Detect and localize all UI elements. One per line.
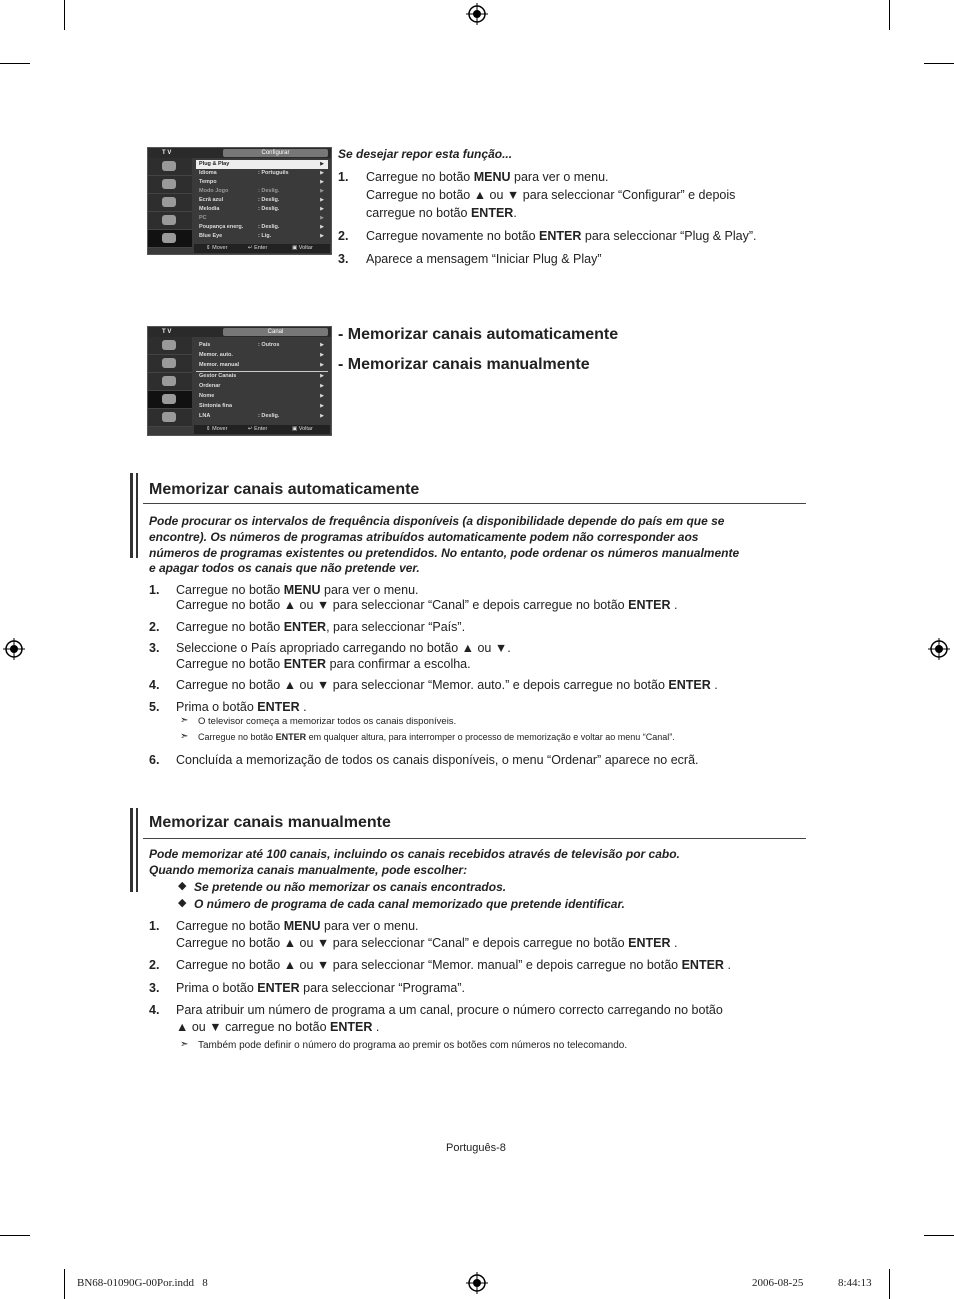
tv-menu-configurar — [147, 147, 332, 255]
auto-step-4: Carregue no botão ▲ ou ▼ para seleccionar “Memor. auto.” e depois carregue no botão ENTER . — [176, 678, 718, 692]
step-number: 3. — [338, 252, 349, 266]
step-number: 2. — [149, 958, 160, 972]
file-name: BN68-01090G-00Por.indd 8 — [77, 1277, 208, 1289]
manual-step-4b: ▲ ou ▼ carregue no botão ENTER . — [176, 1020, 380, 1034]
diamond-bullet-icon: ◆ — [178, 897, 187, 909]
reset-step-3: Aparece a mensagem “Iniciar Plug & Play” — [366, 252, 602, 266]
tv-menu-move: Mover — [212, 426, 228, 432]
auto-step-6: Concluída a memorização de todos os canais disponíveis, o menu “Ordenar” aparece no ecrã. — [176, 753, 699, 767]
print-date: 2006-08-25 — [752, 1277, 804, 1289]
registration-mark-icon — [466, 1272, 488, 1294]
auto-step-3a: Seleccione o País apropriado carregando no botão ▲ ou ▼. — [176, 641, 511, 655]
tv-menu-list — [196, 341, 328, 422]
crop-mark — [889, 0, 890, 30]
tv-menu-row: Memor. auto. ▶ — [199, 352, 324, 358]
tv-menu-row: Modo Jogo : Deslig. ▶ — [199, 188, 324, 194]
tv-menu-row: Melodia : Deslig. ▶ — [199, 206, 324, 212]
page-number: Português-8 — [446, 1142, 506, 1154]
step-number: 1. — [149, 919, 160, 933]
step-number: 5. — [149, 700, 160, 714]
section-rule — [143, 838, 806, 839]
section-bar — [136, 808, 138, 892]
step-number: 3. — [149, 981, 160, 995]
tv-menu-row: Tempo ▶ — [199, 179, 324, 185]
crop-mark — [924, 1235, 954, 1236]
tv-menu-canal — [147, 326, 332, 436]
tv-menu-header — [148, 148, 331, 158]
tv-menu-back: Voltar — [298, 245, 313, 251]
tv-menu-row: Sintonia fina ▶ — [199, 403, 324, 409]
tv-menu-back: Voltar — [298, 426, 313, 432]
tv-menu-move: Mover — [212, 245, 228, 251]
auto-step-2: Carregue no botão ENTER, para seleccionar “País”. — [176, 620, 466, 634]
manual-step-3: Prima o botão ENTER para seleccionar “Programa”. — [176, 981, 466, 995]
toc-item-auto: - Memorizar canais automaticamente — [338, 326, 619, 343]
toc-item-manual: - Memorizar canais manualmente — [338, 356, 590, 373]
section-rule — [143, 503, 806, 504]
note-arrow-icon: ➣ — [180, 731, 189, 742]
auto-step-1a: Carregue no botão MENU para ver o menu. — [176, 583, 419, 597]
section-title-auto: Memorizar canais automaticamente — [149, 481, 420, 498]
tv-menu-row: LNA : Deslig. ▶ — [199, 413, 324, 419]
tv-menu-title: Canal — [223, 328, 328, 336]
tv-menu-row: PC ▶ — [199, 215, 324, 221]
step-number: 6. — [149, 753, 160, 767]
tv-menu-row: Ecrã azul : Deslig. ▶ — [199, 197, 324, 203]
crop-mark — [64, 1269, 65, 1299]
auto-step-3b: Carregue no botão ENTER para confirmar a escolha. — [176, 657, 471, 671]
note-arrow-icon: ➣ — [180, 715, 189, 726]
tv-menu-row: Nome ▶ — [199, 393, 324, 399]
tv-menu-sidebar — [148, 337, 192, 427]
tv-menu-title: Configurar — [223, 149, 328, 157]
registration-mark-icon — [928, 638, 950, 660]
step-number: 4. — [149, 1003, 160, 1017]
auto-step-1b: Carregue no botão ▲ ou ▼ para seleccionar “Canal” e depois carregue no botão ENTER . — [176, 598, 678, 612]
crop-mark — [64, 0, 65, 30]
section-title-manual: Memorizar canais manualmente — [149, 814, 391, 831]
tv-menu-header — [148, 327, 331, 337]
antenna-icon — [148, 158, 192, 176]
step-number: 1. — [149, 583, 160, 597]
tv-menu-label: T V — [162, 150, 172, 156]
auto-step-5: Prima o botão ENTER . — [176, 700, 307, 714]
section-bar — [130, 473, 133, 558]
manual-step-2: Carregue no botão ▲ ou ▼ para seleccionar “Memor. manual” e depois carregue no botão ENTER . — [176, 958, 731, 972]
tv-menu-row: Plug & Play ▶ — [196, 160, 328, 169]
channel-icon — [148, 212, 192, 230]
step-number: 2. — [149, 620, 160, 634]
tv-menu-label: T V — [162, 329, 172, 335]
crop-mark — [0, 1235, 30, 1236]
tv-menu-row: Memor. manual ▶ — [196, 361, 328, 372]
crop-mark — [924, 63, 954, 64]
manual-bullet-2: O número de programa de cada canal memorizado que pretende identificar. — [194, 897, 625, 911]
tv-menu-list — [196, 160, 328, 241]
sound-icon — [148, 194, 192, 212]
manual-bullet-1: Se pretende ou não memorizar os canais encontrados. — [194, 880, 507, 894]
setup-icon — [148, 230, 192, 248]
auto-intro-line: números de programas existentes ou pretendidos. No entanto, pode ordenar os números manualmente — [149, 546, 740, 560]
tv-menu-row: País : Outros ▶ — [199, 342, 324, 348]
auto-intro-line: encontre). Os números de programas atribuídos automaticamente podem não corresponder aos — [149, 530, 699, 544]
tv-menu-row: Gestor Canais ▶ — [199, 373, 324, 379]
diamond-bullet-icon: ◆ — [178, 880, 187, 892]
tv-menu-footer: ⇕ Mover ↵ Enter ▣ Voltar — [194, 425, 330, 434]
picture-icon — [148, 355, 192, 373]
antenna-icon — [148, 337, 192, 355]
print-time: 8:44:13 — [838, 1277, 872, 1289]
tv-menu-enter: Enter — [254, 245, 268, 251]
crop-mark — [0, 63, 30, 64]
setup-icon — [148, 409, 192, 427]
tv-menu-footer: ⇕ Mover ↵ Enter ▣ Voltar — [194, 244, 330, 253]
registration-mark-icon — [466, 3, 488, 25]
section-bar — [130, 808, 133, 892]
auto-note-2: Carregue no botão ENTER em qualquer altura, para interromper o processo de memorização e voltar ao menu “Canal”. — [198, 732, 675, 742]
tv-menu-row: Blue Eye : Lig. ▶ — [199, 233, 324, 239]
step-number: 3. — [149, 641, 160, 655]
picture-icon — [148, 176, 192, 194]
sound-icon — [148, 373, 192, 391]
manual-step-1a: Carregue no botão MENU para ver o menu. — [176, 919, 419, 933]
manual-step-4a: Para atribuir um número de programa a um canal, procure o número correcto carregando no botão — [176, 1003, 723, 1017]
tv-menu-sidebar — [148, 158, 192, 248]
manual-intro-2: Quando memoriza canais manualmente, pode escolher: — [149, 863, 468, 877]
tv-menu-row: Ordenar ▶ — [199, 383, 324, 389]
registration-mark-icon — [3, 638, 25, 660]
step-number: 1. — [338, 170, 349, 184]
reset-heading: Se desejar repor esta função... — [338, 147, 513, 161]
auto-intro-line: Pode procurar os intervalos de frequência disponíveis (a disponibilidade depende do país em que se — [149, 514, 725, 528]
auto-note-1: O televisor começa a memorizar todos os canais disponíveis. — [198, 716, 457, 727]
step-number: 2. — [338, 229, 349, 243]
reset-step-1b: Carregue no botão ▲ ou ▼ para seleccionar “Configurar” e depois — [366, 188, 736, 202]
reset-step-2: Carregue novamente no botão ENTER para seleccionar “Plug & Play”. — [366, 229, 757, 243]
note-arrow-icon: ➣ — [180, 1039, 189, 1050]
auto-intro-line: e apagar todos os canais que não pretende ver. — [149, 561, 420, 575]
step-number: 4. — [149, 678, 160, 692]
crop-mark — [889, 1269, 890, 1299]
manual-step-1b: Carregue no botão ▲ ou ▼ para seleccionar “Canal” e depois carregue no botão ENTER . — [176, 936, 678, 950]
section-bar — [136, 473, 138, 558]
tv-menu-row: Poupança energ. : Deslig. ▶ — [199, 224, 324, 230]
reset-step-1a: Carregue no botão MENU para ver o menu. — [366, 170, 609, 184]
tv-menu-enter: Enter — [254, 426, 268, 432]
reset-step-1c: carregue no botão ENTER. — [366, 206, 517, 220]
manual-note: Também pode definir o número do programa ao premir os botões com números no telecomando. — [198, 1040, 628, 1051]
manual-intro-1: Pode memorizar até 100 canais, incluindo os canais recebidos através de televisão por cabo. — [149, 847, 680, 861]
tv-menu-row: Idioma : Português ▶ — [199, 170, 324, 176]
channel-icon — [148, 391, 192, 409]
